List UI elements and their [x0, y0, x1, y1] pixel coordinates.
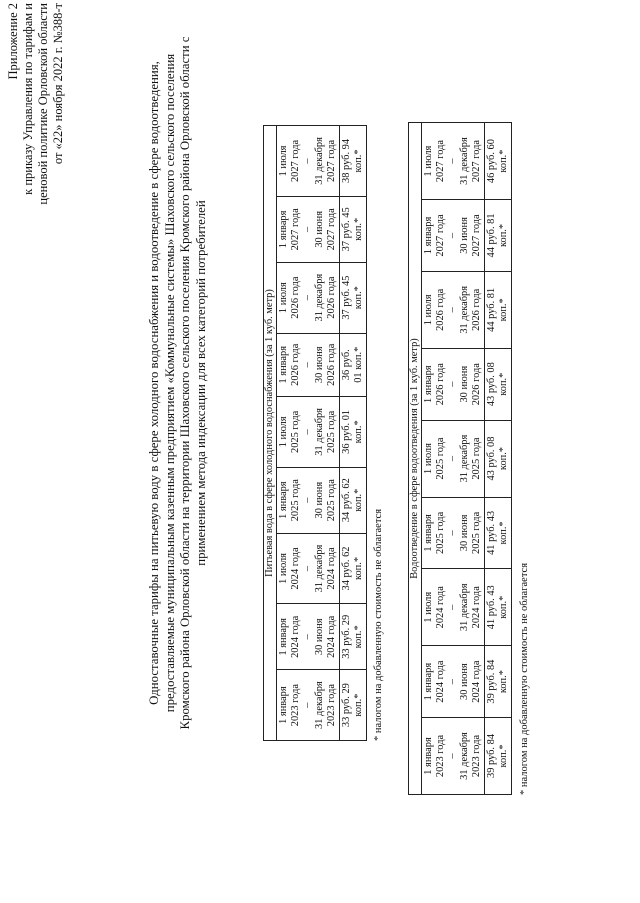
period-line: 31 декабря [314, 408, 325, 456]
period-line: 2025 года [471, 437, 482, 480]
period-cell [422, 200, 485, 272]
period-cell [277, 670, 340, 741]
tariff-value-cell [340, 396, 367, 467]
period-line: 1 января [278, 618, 289, 656]
period-line: 1 января [278, 481, 289, 519]
period-line: 1 января [423, 365, 434, 403]
title-line: предоставляемые муниципальным казенным предприятием «Коммунальные системы» Шаховского сельского поселения [162, 53, 177, 713]
period-line: 30 июня [459, 514, 470, 552]
header-line: Приложение 2 [6, 3, 20, 80]
period-line: 2023 года [290, 684, 301, 727]
period-line: 1 июля [423, 591, 434, 623]
period-line: 30 июня [459, 663, 470, 700]
period-cell [277, 262, 340, 333]
tariff-value-line: 41 руб. 43 [486, 585, 497, 630]
period-line: – [447, 679, 458, 685]
tariff-value-line: коп.* [498, 372, 509, 396]
period-line: 2026 года [290, 343, 301, 386]
period-line: 1 января [423, 514, 434, 552]
tariff-value-cell [485, 717, 512, 794]
tariff-value-line: 36 руб. 01 [341, 409, 352, 454]
period-cell [422, 420, 485, 497]
period-cell [422, 646, 485, 718]
tariff-value-line: коп.* [498, 670, 509, 694]
period-line: – [302, 295, 313, 301]
tariff-value-cell [485, 497, 512, 569]
tariff-value-cell [340, 333, 367, 396]
period-line: 1 января [423, 737, 434, 775]
period-line: 31 декабря [459, 732, 470, 780]
tariff-value-line: коп.* [353, 420, 364, 444]
tariff-value-cell [485, 420, 512, 497]
period-line: 1 января [423, 216, 434, 255]
period-line: 2026 года [326, 343, 337, 386]
period-line: 2024 года [435, 586, 446, 629]
period-line: 31 декабря [314, 273, 325, 322]
period-line: – [302, 362, 313, 368]
period-line: 2026 года [290, 276, 301, 319]
period-cell [422, 271, 485, 348]
period-cell [277, 467, 340, 533]
tariff-value-line: 43 руб. 08 [486, 436, 497, 481]
tariff-value-line: коп.* [498, 223, 509, 247]
period-line: 2025 года [290, 410, 301, 453]
period-line: – [447, 753, 458, 759]
tariff-value-cell [340, 533, 367, 604]
period-line: 1 июля [278, 416, 289, 448]
period-line: 2026 года [471, 363, 482, 406]
tariff-value-line: 37 руб. 45 [341, 207, 352, 252]
period-line: 2027 года [326, 139, 337, 183]
tariff-value-line: коп.* [353, 217, 364, 241]
water-table-caption: Питьевая вода в сфере холодного водоснабжения (за 1 куб. метр) [264, 126, 277, 741]
period-line: 31 декабря [314, 137, 325, 185]
period-line: 1 июля [423, 294, 434, 326]
period-line: 1 января [278, 686, 289, 724]
period-line: – [302, 429, 313, 435]
period-line: – [302, 565, 313, 572]
tariff-value-cell [485, 646, 512, 718]
period-line: 1 июля [423, 145, 434, 177]
tariff-value-cell [340, 126, 367, 197]
period-cell [277, 196, 340, 262]
period-line: 2024 года [435, 660, 446, 703]
tariff-value-line: 34 руб. 62 [341, 546, 352, 591]
tariff-value-cell [340, 262, 367, 333]
water-period-row [277, 126, 340, 741]
header-line: к приказу Управления по тарифам и [21, 3, 35, 195]
period-cell [422, 569, 485, 646]
period-line: 2027 года [435, 139, 446, 183]
period-cell [422, 123, 485, 200]
tariff-value-line: 46 руб. 60 [486, 139, 497, 184]
period-line: 2026 года [435, 363, 446, 406]
period-line: – [447, 455, 458, 462]
period-cell [277, 396, 340, 467]
tariff-value-cell [485, 123, 512, 200]
period-line: 2025 года [435, 437, 446, 480]
period-line: 30 июня [314, 346, 325, 384]
period-line: 2027 года [290, 139, 301, 183]
tariff-value-cell [340, 604, 367, 670]
period-line: 2023 года [435, 734, 446, 778]
period-line: 1 июля [278, 145, 289, 177]
tariff-value-line: 44 руб. 81 [486, 287, 497, 332]
tariff-value-cell [485, 569, 512, 646]
period-line: 30 июня [314, 481, 325, 519]
period-line: – [302, 497, 313, 503]
period-line: 1 января [278, 346, 289, 384]
tariff-value-cell [340, 670, 367, 741]
tariff-value-line: 38 руб. 94 [341, 138, 352, 183]
period-line: – [302, 158, 313, 164]
period-line: 30 июня [314, 211, 325, 248]
title-line: Кромского района Орловской области на территории Шаховского сельского поселения Кромского района Орловской области с [178, 36, 193, 730]
tariff-value-line: 39 руб. 84 [486, 733, 497, 778]
tariff-value-cell [340, 467, 367, 533]
tariff-value-line: 44 руб. 81 [486, 213, 497, 258]
period-line: 1 января [423, 662, 434, 701]
period-line: 30 июня [459, 365, 470, 403]
period-line: 2025 года [435, 511, 446, 554]
period-line: 2024 года [290, 547, 301, 590]
period-cell [277, 333, 340, 396]
period-line: 2025 года [326, 479, 337, 522]
period-line: 2024 года [471, 586, 482, 629]
tariff-value-line: коп.* [498, 744, 509, 768]
period-line: 31 декабря [459, 583, 470, 632]
period-cell [422, 717, 485, 794]
period-line: 2027 года [326, 208, 337, 251]
period-line: 2024 года [326, 615, 337, 658]
period-line: 2025 года [290, 479, 301, 522]
period-line: 2027 года [435, 214, 446, 257]
tariff-value-cell [485, 200, 512, 272]
period-line: 1 июля [423, 443, 434, 474]
period-cell [277, 126, 340, 197]
period-line: – [447, 604, 458, 610]
period-line: 31 декабря [459, 286, 470, 334]
period-line: 31 декабря [459, 434, 470, 483]
tariff-value-cell [485, 348, 512, 420]
period-line: 2026 года [435, 288, 446, 331]
header-line: от «22» ноября 2022 г. №388-т [51, 3, 65, 165]
sewer-value-row [485, 123, 512, 795]
period-line: 1 июля [278, 282, 289, 314]
tariff-value-line: 33 руб. 29 [341, 683, 352, 728]
tariff-value-cell [340, 196, 367, 262]
period-line: 2025 года [471, 511, 482, 554]
sewer-table-footnote: * налогом на добавленную стоимость не облагается [519, 562, 530, 795]
period-line: – [447, 381, 458, 387]
period-line: 1 июля [278, 553, 289, 584]
period-line: – [302, 634, 313, 640]
period-line: 30 июня [459, 217, 470, 254]
period-line: – [302, 702, 313, 708]
period-line: 31 декабря [314, 681, 325, 729]
header-line: ценовой политике Орловской области [36, 3, 50, 205]
period-line: 30 июня [314, 618, 325, 656]
period-line: – [447, 232, 458, 239]
tariff-value-line: коп.* [353, 693, 364, 717]
appendix-header [6, 3, 66, 303]
period-line: 2024 года [471, 660, 482, 703]
sewer-table-caption: Водоотведение в сфере водоотведения (за 1 куб. метр) [409, 123, 422, 795]
period-line: 31 декабря [459, 137, 470, 185]
tariff-value-line: 41 руб. 43 [486, 510, 497, 555]
tariff-value-line: коп.* [353, 488, 364, 512]
tariff-value-line: 39 руб. 84 [486, 659, 497, 704]
title-line: Одноставочные тарифы на питьевую воду в сфере холодного водоснабжения и водоотведение в сфере водоотведения, [147, 61, 161, 705]
period-cell [277, 604, 340, 670]
tariff-value-line: коп.* [353, 149, 364, 173]
period-cell [277, 533, 340, 604]
tariff-value-line: коп.* [498, 298, 509, 322]
water-value-row [340, 126, 367, 741]
period-line: 2024 года [326, 547, 337, 590]
tariff-value-line: коп.* [353, 556, 364, 581]
period-line: – [447, 158, 458, 164]
water-table-footnote: * налогом на добавленную стоимость не облагается [373, 508, 384, 741]
period-line: 2026 года [471, 288, 482, 331]
tariff-value-line: коп.* [353, 625, 364, 649]
period-line: 2023 года [326, 684, 337, 727]
period-line: – [302, 226, 313, 232]
water-tariff-table [263, 125, 367, 741]
period-line: 2024 года [290, 615, 301, 658]
sewer-period-row [422, 123, 485, 795]
tariff-value-line: 43 руб. 08 [486, 362, 497, 407]
tariff-value-line: 37 руб. 45 [341, 275, 352, 320]
tariff-value-line: коп.* [498, 521, 509, 545]
period-cell [422, 497, 485, 569]
period-line: 2026 года [326, 276, 337, 319]
period-line: 1 января [278, 210, 289, 249]
tariff-value-cell [485, 271, 512, 348]
tariff-value-line: коп.* [498, 447, 509, 471]
tariff-value-line: коп.* [498, 149, 509, 173]
tariff-value-line: 34 руб. 62 [341, 478, 352, 523]
period-line: 2025 года [326, 410, 337, 453]
sewer-tariff-table [408, 122, 512, 795]
period-line: 31 декабря [314, 544, 325, 593]
tariff-value-line: 33 руб. 29 [341, 614, 352, 659]
period-line: – [447, 530, 458, 536]
tariff-value-line: 36 руб. [341, 349, 352, 381]
period-cell [422, 348, 485, 420]
document-title [147, 0, 209, 773]
tariff-value-line: коп.* [353, 286, 364, 310]
period-line: – [447, 307, 458, 313]
period-line: 2027 года [471, 214, 482, 257]
period-line: 2027 года [290, 208, 301, 251]
period-line: 2027 года [471, 139, 482, 183]
tariff-value-line: коп.* [498, 595, 509, 619]
tariff-value-line: 01 коп.* [353, 346, 364, 383]
period-line: 2023 года [471, 734, 482, 778]
title-line: применением метода индексации для всех категорий потребителей [193, 200, 208, 566]
